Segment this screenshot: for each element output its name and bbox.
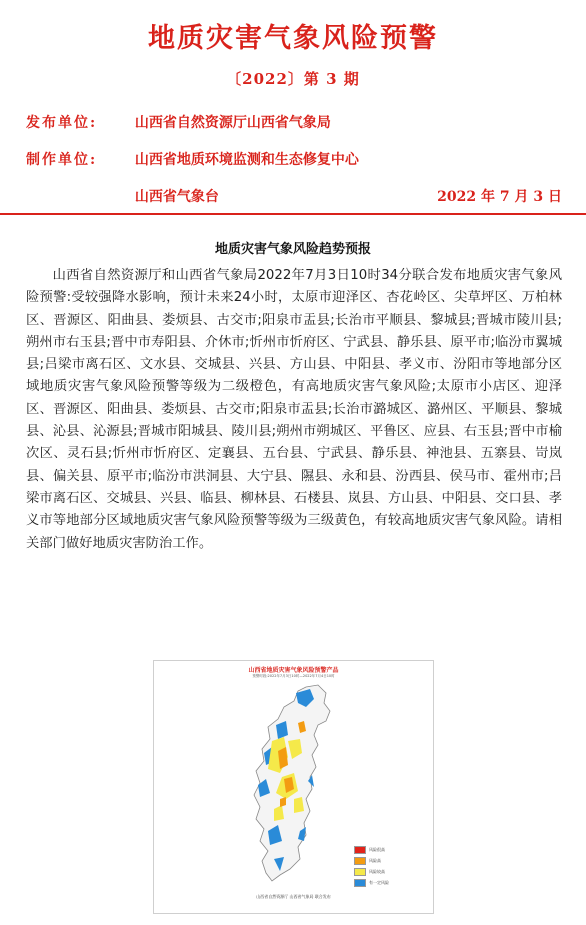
report-subtitle: 地质灾害气象风险趋势预报: [214, 242, 371, 257]
risk-map-figure: [153, 660, 434, 914]
producer-value-2: 山西省气象台: [134, 189, 219, 205]
document-title: 地质灾害气象风险预警: [148, 23, 438, 54]
issuer-label: 发布单位:: [26, 115, 98, 131]
legend-item: 有一定风险: [354, 877, 389, 888]
issue-number: 〔2022〕第 3 期: [226, 70, 360, 88]
map-legend: [354, 844, 389, 888]
shanxi-risk-map: [214, 681, 364, 891]
producer-value-1: 山西省地质环境监测和生态修复中心: [134, 152, 359, 168]
producer-row: [26, 149, 562, 169]
legend-item: 风险很高: [354, 844, 389, 855]
legend-item: 风险高: [354, 855, 389, 866]
issuer-row: [26, 112, 562, 132]
legend-swatch: [354, 846, 366, 854]
map-footer: 山西省自然资源厅 山西省气象局 联合发布: [256, 894, 331, 899]
header-divider: [0, 213, 586, 215]
legend-swatch: [354, 857, 366, 865]
producer-row-2: [26, 186, 562, 206]
issuer-value: 山西省自然资源厅山西省气象局: [134, 115, 331, 131]
map-title: 山西省地质灾害气象风险预警产品: [248, 667, 339, 674]
legend-item: 风险较高: [354, 866, 389, 877]
legend-swatch: [354, 879, 366, 887]
report-body: 山西省自然资源厅和山西省气象局2022年7月3日10时34分联合发布地质灾害气象风险预警:受较强降水影响，预计未来24小时，太原市迎泽区、杏花岭区、尖草坪区、万柏林区、晋源区、阳曲县、娄烦县、古交市;阳泉市盂县;长治市平顺县、黎城县;晋城市陵川县;朔州市右玉县;晋中市寿阳县、介休市;忻州市忻府区、宁武县、静乐县、原平市;临汾市翼城县;吕梁市离石区、文水县、交城县、兴县、方山县、中阳县、孝义市、汾阳市等地部分区域地质灾害气象风险预警等级为二级橙色，有高地质灾害气象风险;太原市小店区、迎泽区、晋源区、阳曲县、娄烦县、古交市;阳泉市盂县;长治市潞城区、潞州区、平顺县、黎城县、沁县、沁源县;晋城市阳城县、陵川县;朔州市朔城区、平鲁区、应县、右玉县;晋中市榆次区、灵石县;忻州市忻府区、定襄县、五台县、宁武县、静乐县、神池县、五寨县、岢岚县、偏关县、原平市;临汾市洪洞县、大宁县、隰县、永和县、汾西县、侯马市、霍州市;吕梁市离石区、交城县、兴县、临县、柳林县、石楼县、岚县、方山县、中阳县、交口县、孝义市等地部分区域地质灾害气象风险预警等级为三级黄色，有较高地质灾害气象风险。请相关部门做好地质灾害防治工作。: [26, 268, 562, 551]
legend-swatch: [354, 868, 366, 876]
map-subtitle: 预警时段:2022年7月3日10时—2022年7月4日10时: [252, 674, 335, 678]
producer-label: 制作单位:: [26, 152, 98, 168]
issue-date: 2022 年 7 月 3 日: [437, 189, 562, 205]
